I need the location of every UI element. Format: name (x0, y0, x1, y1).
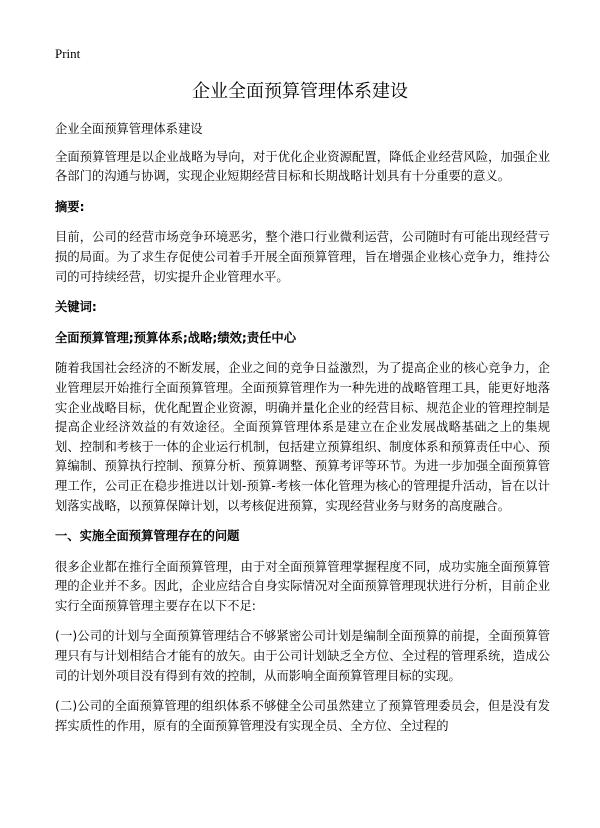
document-subtitle: 企业全面预算管理体系建设 (55, 122, 203, 136)
document-body (55, 120, 550, 747)
section-item-paragraph: (二)公司的全面预算管理的组织体系不够健全公司虽然建立了预算管理委员会，但是没有发挥实质性的作用，原有的全面预算管理没有实现全员、全方位、全过程的 (55, 699, 550, 733)
section-intro-paragraph: 很多企业都在推行全面预算管理，由于对全面预算管理掌握程度不同，成功实施全面预算管理的企业并不多。因此，企业应结合自身实际情况对全面预算管理现状进行分析，目前企业实行全面预算管理主要存在以下不足: (55, 559, 550, 613)
section-heading: 一、实施全面预算管理存在的问题 (55, 529, 240, 544)
keywords-list: 全面预算管理;预算体系;战略;绩效;责任中心 (55, 330, 297, 345)
abstract-paragraph: 目前，公司的经营市场竞争环境恶劣，整个港口行业微利运营，公司随时有可能出现经营亏损的局面。为了求生存促使公司着手开展全面预算管理，旨在增强企业核心竞争力，维持公司的可持续经营，切实提升企业管理水平。 (55, 230, 550, 284)
abstract-heading: 摘要: (55, 199, 85, 214)
keywords-heading: 关键词: (55, 300, 97, 315)
intro-paragraph: 全面预算管理是以企业战略为导向，对于优化企业资源配置，降低企业经营风险，加强企业各部门的沟通与协调，实现企业短期经营目标和长期战略计划具有十分重要的意义。 (55, 149, 550, 184)
body-paragraph: 随着我国社会经济的不断发展，企业之间的竞争日益激烈，为了提高企业的核心竞争力，企业管理层开始推行全面预算管理。全面预算管理作为一种先进的战略管理工具，能更好地落实企业战略目标，优化配置企业资源，明确并量化企业的经营目标、规范企业的管理控制是提高企业经济效益的有效途径。全面预算管理体系是建立在企业发展战略基础之上的集规划、控制和考核于一体的企业运行机制，包括建立预算组织、制度体系和预算责任中心、预算编制、预算执行控制、预算分析、预算调整、预算考评等环节。为进一步加强全面预算管理工作，公司正在稳步推进以计划-预算-考核一体化管理为核心的管理提升活动，旨在以计划落实战略，以预算保障计划，以考核促进预算，实现经营业务与财务的高度融合。 (55, 361, 550, 513)
print-label[interactable]: Print (55, 46, 81, 61)
section-item-paragraph: (一)公司的计划与全面预算管理结合不够紧密公司计划是编制全面预算的前提，全面预算管理只有与计划相结合才能有的放矢。由于公司计划缺乏全方位、全过程的管理系统，造成公司的计划外项目没有得到有效的控制，从而影响全面预算管理目标的实现。 (55, 629, 550, 683)
document-title: 企业全面预算管理体系建设 (192, 81, 408, 102)
